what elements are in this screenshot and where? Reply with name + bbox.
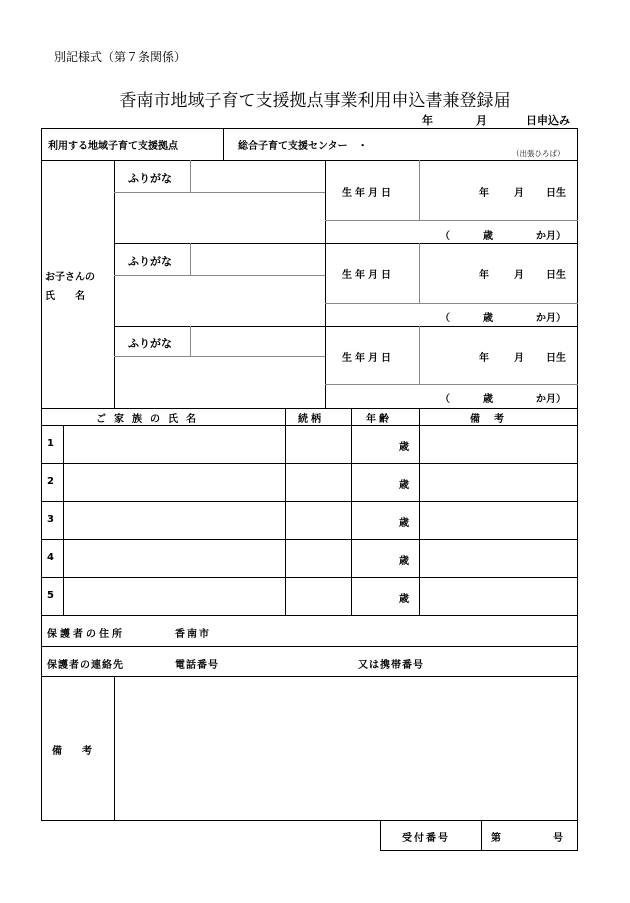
age-year-3: 歳	[483, 394, 493, 405]
form-reference: 別記様式（第７条関係）	[54, 50, 187, 64]
row-number: 4	[47, 552, 54, 563]
guardian-address-label: 保護者の住所	[47, 629, 125, 640]
row-number: 3	[47, 514, 54, 525]
row-number: 2	[47, 476, 54, 487]
age-open-2: （	[440, 313, 450, 324]
family-header-remarks: 備考	[470, 414, 518, 425]
age-month-2: か月）	[536, 313, 566, 324]
birth-year-1: 年	[479, 188, 489, 199]
furigana-label-3: ふりがな	[128, 337, 172, 350]
age-unit: 歳	[399, 594, 409, 605]
family-table	[41, 408, 578, 616]
reception-suffix: 号	[553, 833, 563, 844]
birth-label-1: 生年月日	[342, 188, 394, 199]
guardian-address-city: 香南市	[175, 629, 211, 640]
remarks-label: 備 考	[52, 746, 92, 757]
age-month-1: か月）	[536, 231, 566, 242]
phone-label: 電話番号	[175, 660, 219, 671]
birth-month-3: 月	[514, 353, 524, 364]
age-month-3: か月）	[536, 394, 566, 405]
remarks-section	[41, 676, 578, 821]
age-open-1: （	[440, 231, 450, 242]
children-section	[41, 160, 578, 409]
facility-value: 総合子育て支援センター ・	[238, 141, 368, 152]
birth-label-3: 生年月日	[342, 353, 394, 364]
reception-prefix: 第	[491, 833, 501, 844]
age-unit: 歳	[399, 480, 409, 491]
age-unit: 歳	[399, 442, 409, 453]
apply-day-label: 日申込み	[526, 114, 570, 127]
birth-day-3: 日生	[546, 353, 566, 364]
guardian-contact-label: 保護者の連絡先	[47, 660, 124, 671]
furigana-label-2: ふりがな	[128, 255, 172, 268]
birth-month-2: 月	[514, 270, 524, 281]
form-title: 香南市地域子育て支援拠点事業利用申込書兼登録届	[119, 91, 511, 111]
age-open-3: （	[440, 394, 450, 405]
age-unit: 歳	[399, 556, 409, 567]
row-number: 1	[47, 438, 54, 449]
child-label-line1: お子さんの	[45, 272, 95, 283]
row-number: 5	[47, 590, 54, 601]
age-year-2: 歳	[483, 313, 493, 324]
apply-month-label: 月	[476, 114, 487, 127]
family-header-name: ご家族の氏名	[96, 414, 204, 425]
apply-year-label: 年	[422, 114, 433, 127]
family-header-age: 年齢	[366, 414, 392, 425]
facility-note: （出張ひろば）	[512, 149, 565, 158]
family-header-relation: 続柄	[298, 414, 324, 425]
age-unit: 歳	[399, 518, 409, 529]
birth-year-2: 年	[479, 270, 489, 281]
birth-year-3: 年	[479, 353, 489, 364]
child-label-line2: 氏 名	[45, 291, 85, 302]
birth-day-2: 日生	[546, 270, 566, 281]
furigana-label-1: ふりがな	[128, 172, 172, 185]
reception-label: 受付番号	[402, 833, 450, 844]
birth-label-2: 生年月日	[342, 270, 394, 281]
birth-day-1: 日生	[546, 188, 566, 199]
mobile-label: 又は携帯番号	[358, 660, 424, 671]
birth-month-1: 月	[514, 188, 524, 199]
facility-label: 利用する地域子育て支援拠点	[48, 141, 178, 152]
age-year-1: 歳	[483, 231, 493, 242]
